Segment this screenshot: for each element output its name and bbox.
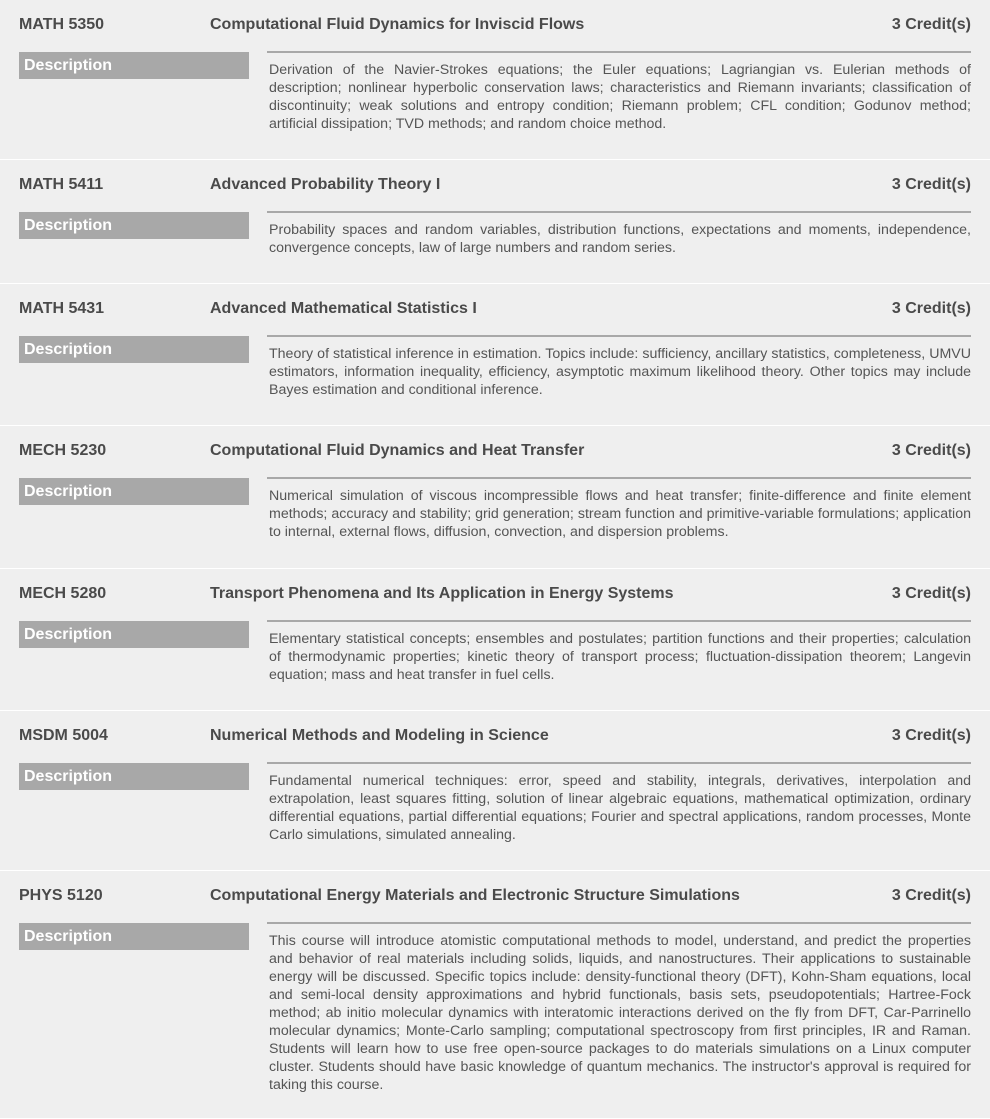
course-entry [0,569,990,711]
course-credits: 3 Credit(s) [891,176,971,193]
course-title: Computational Fluid Dynamics for Inviscid Flows [210,16,585,33]
course-entry [0,0,990,160]
course-entry [0,284,990,426]
course-credits: 3 Credit(s) [891,16,971,33]
course-description: Elementary statistical concepts; ensembles and postulates; partition functions and their properties; calculation of thermodynamic properties; kinetic theory of transport process; fluctuation-dissipation theorem; Langevin equation; mass and heat transfer in fuel cells. [269,631,971,683]
course-code: MSDM 5004 [19,727,108,744]
course-code: MATH 5431 [19,300,105,317]
course-entry [0,711,990,871]
course-title: Advanced Mathematical Statistics I [210,300,477,317]
description-label: Description [19,212,249,239]
course-code: MECH 5280 [19,585,107,602]
course-code: MECH 5230 [19,442,107,459]
course-title: Computational Energy Materials and Electronic Structure Simulations [210,887,740,904]
description-divider [267,762,971,764]
course-code: PHYS 5120 [19,887,103,904]
course-credits: 3 Credit(s) [891,585,971,602]
course-credits: 3 Credit(s) [891,300,971,317]
course-title: Computational Fluid Dynamics and Heat Transfer [210,442,585,459]
course-credits: 3 Credit(s) [891,887,971,904]
course-title: Transport Phenomena and Its Application in Energy Systems [210,585,674,602]
course-description: Numerical simulation of viscous incompressible flows and heat transfer; finite-difference and finite element methods; accuracy and stability; grid generation; stream function and primitive-variable formulations; application to internal, external flows, diffusion, convection, and dispersion problems. [269,488,971,540]
description-divider [267,51,971,53]
course-description: Fundamental numerical techniques: error, speed and stability, integrals, derivatives, interpolation and extrapolation, least squares fitting, solution of linear algebraic equations, mathematical optimization, ordinary differential equations, partial differential equations; Fourier and spectral applications, random processes, Monte Carlo simulations, simulated annealing. [269,773,971,843]
description-divider [267,922,971,924]
course-credits: 3 Credit(s) [891,727,971,744]
description-label: Description [19,336,249,363]
description-divider [267,477,971,479]
course-title: Numerical Methods and Modeling in Science [210,727,549,744]
description-label: Description [19,763,249,790]
course-code: MATH 5350 [19,16,105,33]
course-description: Theory of statistical inference in estimation. Topics include: sufficiency, ancillary statistics, completeness, UMVU estimators, information inequality, efficiency, asymptotic maximum likelihood theory. Other topics may include Bayes estimation and conditional inference. [269,346,971,398]
description-label: Description [19,52,249,79]
course-entry [0,426,990,569]
course-entry [0,160,990,284]
description-divider [267,211,971,213]
description-divider [267,335,971,337]
course-credits: 3 Credit(s) [891,442,971,459]
course-description: Derivation of the Navier-Strokes equations; the Euler equations; Lagriangian vs. Eulerian methods of description; nonlinear hyperbolic conservation laws; characteristics and Riemann invariants; classification of discontinuity; weak solutions and entropy condition; Riemann problem; CFL condition; Godunov method; artificial dissipation; TVD methods; and random choice method. [269,62,971,132]
course-code: MATH 5411 [19,176,104,193]
course-title: Advanced Probability Theory I [210,176,441,193]
description-label: Description [19,478,249,505]
description-divider [267,620,971,622]
course-entry [0,871,990,1119]
course-description: This course will introduce atomistic computational methods to model, understand, and predict the properties and behavior of real materials including solids, liquids, and nanostructures. Their applications to sustainable energy will be discussed. Specific topics include: density-functional theory (DFT), Kohn-Sham equations, local and semi-local density approximations and hybrid functionals, basis sets, pseudopotentials; Hartree-Fock method; ab initio molecular dynamics with interatomic interactions derived on the fly from DFT, Car-Parrinello molecular dynamics; Monte-Carlo sampling; computational spectroscopy from first principles, IR and Raman. Students will learn how to use free open-source packages to do materials simulations on a Linux computer cluster. Students should have basic knowledge of quantum mechanics. The instructor's approval is required for taking this course. [269,933,971,1093]
description-label: Description [19,923,249,950]
description-label: Description [19,621,249,648]
course-description: Probability spaces and random variables, distribution functions, expectations and moments, independence, convergence concepts, law of large numbers and random series. [269,222,971,256]
